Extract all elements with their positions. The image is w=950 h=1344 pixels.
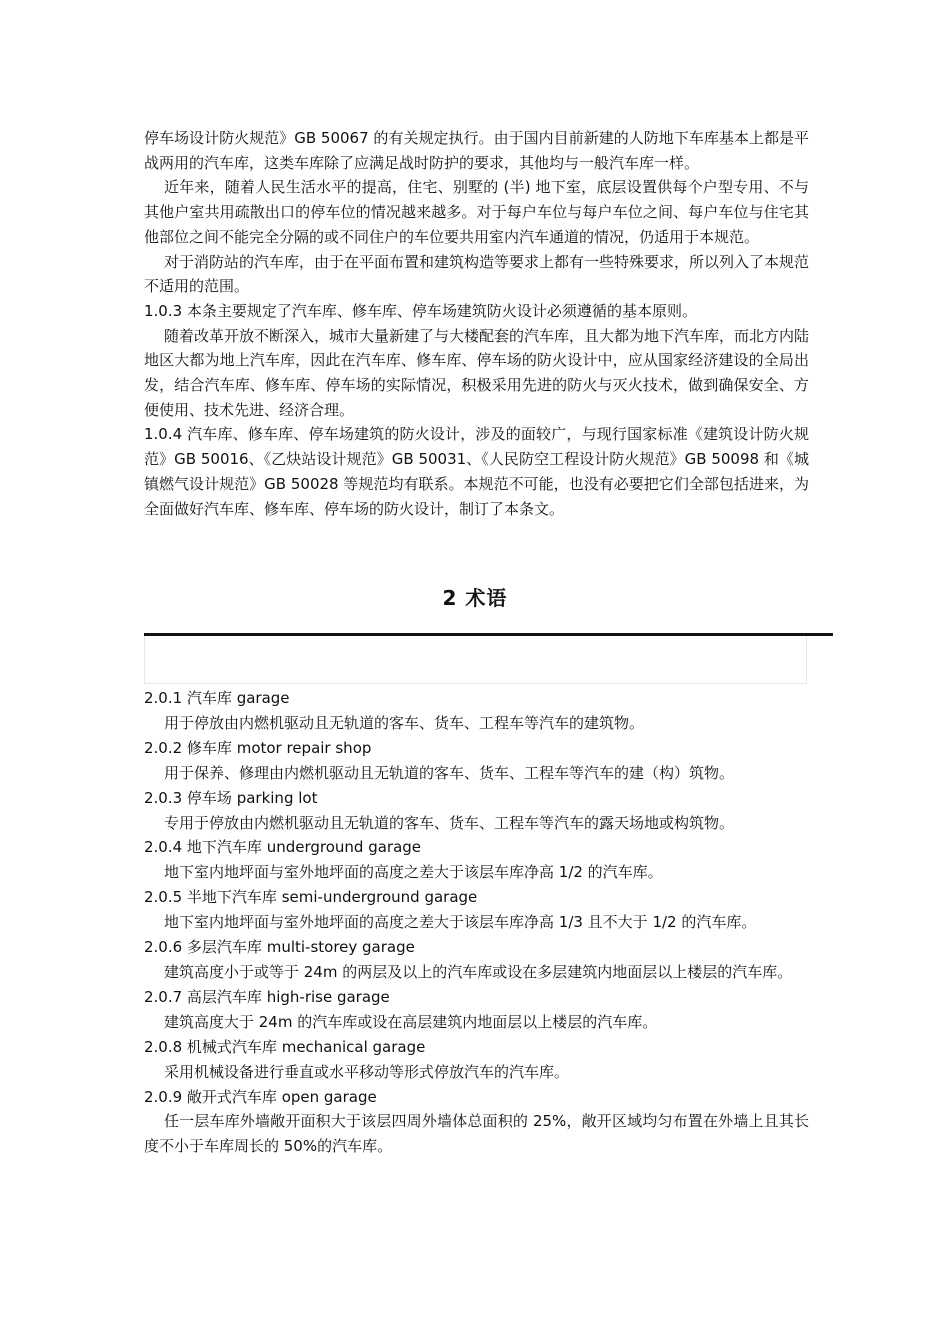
empty-table-box — [144, 636, 807, 684]
term-definition: 地下室内地坪面与室外地坪面的高度之差大于该层车库净高 1/2 的汽车库。 — [164, 863, 663, 882]
term-definition: 用于保养、修理由内燃机驱动且无轨道的客车、货车、工程车等汽车的建（构）筑物。 — [164, 763, 735, 782]
intro-paragraph-1: 停车场设计防火规范》GB 50067 的有关规定执行。由于国内目前新建的人防地下车库基本上都是平战两用的汽车库，这类车库除了应满足战时防护的要求，其他均与一般汽车库一样。 — [144, 129, 809, 172]
term-title: 2.0.9 敞开式汽车库 open garage — [144, 1087, 377, 1106]
terms-list — [144, 686, 809, 1159]
term-title: 2.0.4 地下汽车库 underground garage — [144, 838, 422, 857]
term-title: 2.0.7 高层汽车库 high-rise garage — [144, 987, 390, 1006]
term-definition: 建筑高度小于或等于 24m 的两层及以上的汽车库或设在多层建筑内地面层以上楼层的汽车库。 — [164, 962, 793, 981]
term-title: 2.0.6 多层汽车库 multi-storey garage — [144, 938, 415, 957]
term-title: 2.0.3 停车场 parking lot — [144, 788, 318, 807]
intro-paragraph-5: 随着改革开放不断深入，城市大量新建了与大楼配套的汽车库，且大都为地下汽车库，而北方内陆地区大都为地上汽车库，因此在汽车库、修车库、停车场的防火设计中，应从国家经济建设的全局出发，结合汽车库、修车库、停车场的实际情况，积极采用先进的防火与灭火技术，做到确保安全、方便使用、技术先进、经济合理。 — [144, 326, 810, 419]
term-definition: 采用机械设备进行垂直或水平移动等形式停放汽车的汽车库。 — [164, 1062, 570, 1081]
term-definition: 专用于停放由内燃机驱动且无轨道的客车、货车、工程车等汽车的露天场地或构筑物。 — [164, 813, 735, 832]
term-definition: 地下室内地坪面与室外地坪面的高度之差大于该层车库净高 1/3 且不大于 1/2 的汽车库。 — [164, 913, 757, 932]
term-title: 2.0.8 机械式汽车库 mechanical garage — [144, 1037, 426, 1056]
intro-paragraph-3: 对于消防站的汽车库，由于在平面布置和建筑构造等要求上都有一些特殊要求，所以列入了本规范不适用的范围。 — [144, 252, 810, 296]
term-title: 2.0.1 汽车库 garage — [144, 689, 290, 707]
term-definition: 任一层车库外墙敞开面积大于该层四周外墙体总面积的 25%，敞开区域均匀布置在外墙上且其长度不小于车库周长的 50%的汽车库。 — [144, 1112, 809, 1156]
term-definition: 用于停放由内燃机驱动且无轨道的客车、货车、工程车等汽车的建筑物。 — [164, 713, 645, 732]
term-definition: 建筑高度大于 24m 的汽车库或设在高层建筑内地面层以上楼层的汽车库。 — [164, 1012, 658, 1031]
intro-text — [144, 126, 809, 521]
term-title: 2.0.2 修车库 motor repair shop — [144, 738, 372, 757]
intro-paragraph-2: 近年来，随着人民生活水平的提高，住宅、别墅的 (半) 地下室，底层设置供每个户型专用、不与其他户室共用疏散出口的停车位的情况越来越多。对于每户车位与每户车位之间、每户车位与住宅其他部位之间不能完全分隔的或不同住户的车位要共用室内汽车通道的情况，仍适用于本规范。 — [144, 178, 809, 246]
clause-1-0-3: 1.0.3 本条主要规定了汽车库、修车库、停车场建筑防火设计必须遵循的基本原则。 — [144, 301, 697, 320]
term-title: 2.0.5 半地下汽车库 semi-underground garage — [144, 888, 478, 907]
section-heading: 2 术语 — [442, 586, 508, 610]
clause-1-0-4: 1.0.4 汽车库、修车库、停车场建筑的防火设计，涉及的面较广，与现行国家标准《建筑设计防火规范》GB 50016、《乙炔站设计规范》GB 50031、《人民防空工程设计防火规范》GB 50098 和《城镇燃气设计规范》GB 50028 等规范均有联系。本规范不可能，也没有必要把它们全部包括进来，为全面做好汽车库、修车库、停车场的防火设计，制订了本条文。 — [144, 425, 809, 518]
